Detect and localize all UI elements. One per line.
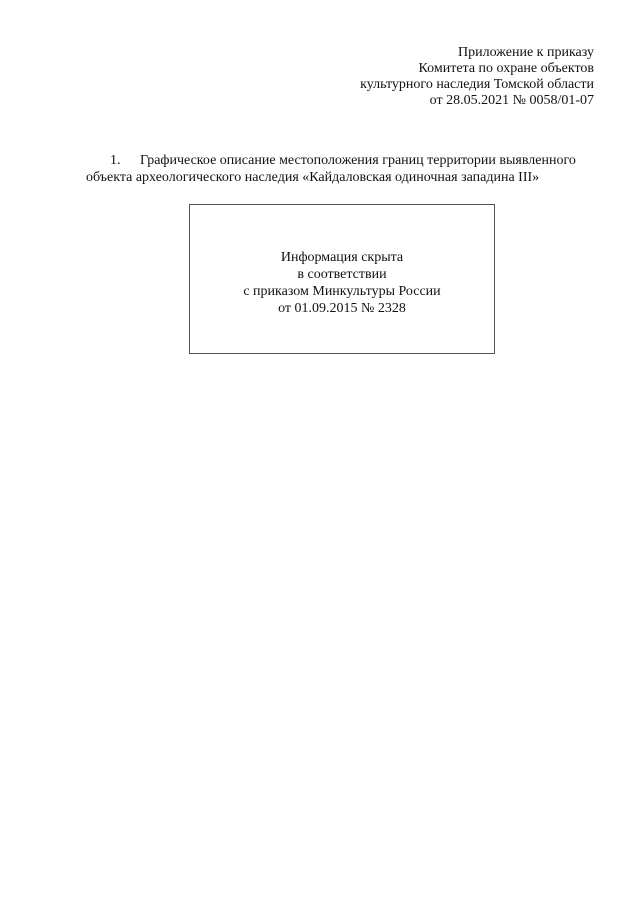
notice-line-order: от 01.09.2015 № 2328 [278,301,406,316]
section-number: 1. [110,153,121,168]
notice-line-ministry: с приказом Минкультуры России [243,284,441,299]
hidden-information-text [190,249,494,317]
document-header [360,45,594,109]
notice-line-hidden: Информация скрыта [280,250,404,265]
notice-line-accordance: в соответствии [297,267,387,282]
header-line-order-date: от 28.05.2021 № 0058/01-07 [429,93,594,108]
section-first-line [86,152,586,169]
header-line-committee: Комитета по охране объектов [418,61,594,76]
hidden-information-box [189,204,495,354]
section-paragraph [86,152,586,186]
header-line-region: культурного наследия Томской области [360,77,594,92]
section-text-line-2: объекта археологического наследия «Кайдаловская одиночная западина III» [86,170,540,185]
header-line-appendix: Приложение к приказу [458,45,594,60]
section-text-line-1: Графическое описание местоположения границ территории выявленного [140,153,576,168]
